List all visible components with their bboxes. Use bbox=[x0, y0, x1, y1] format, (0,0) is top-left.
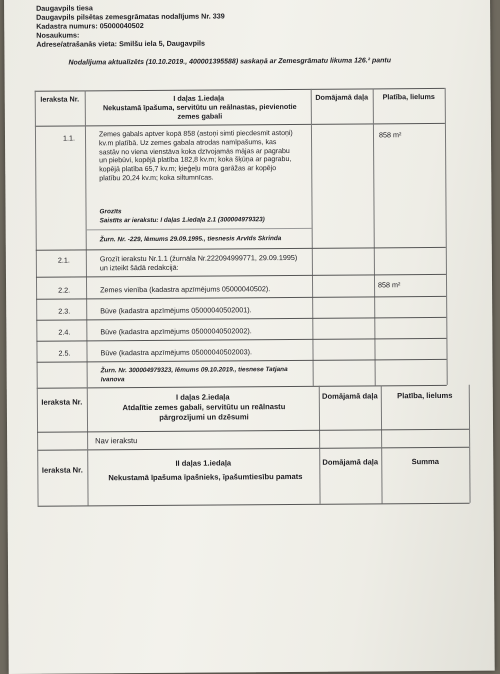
column-header-entry-nr: Ieraksta Nr. bbox=[41, 397, 83, 407]
entry-text: Grozīt ierakstu Nr.1.1 (žurnāla Nr.222094999771, 29.09.1995) un izteikt šādā redakcijā: bbox=[99, 252, 298, 273]
entry-nr: 2.1. bbox=[57, 255, 70, 265]
section-title: I daļas 1.iedaļa bbox=[173, 93, 225, 103]
section-subtitle: Nekustamā īpašuma, servitūtu un reālnastas, pievienotie zemes gabali bbox=[102, 101, 297, 121]
journal-entry: Žurn. Nr. -229, lēmums 29.09.1995., tiesnesis Arvīds Skrinda bbox=[99, 235, 282, 244]
column-header-share: Domājamā daļa bbox=[315, 92, 369, 102]
column-header-sum: Summa bbox=[411, 456, 440, 467]
column-header-share: Domājamā daļa bbox=[321, 391, 378, 401]
table-rule bbox=[37, 359, 447, 363]
table-rule bbox=[35, 88, 445, 92]
entry-text: Zemes gabals aptver kopā 858 (astoņi simti piecdesmit astoņi) kv.m platībā. Uz zemes gabala atrodas namīpašums, kas sastāv no viena vienstāva koka dzīvojamās mājas ar pagrabu un piebūvi, kopējā platība 182,8 kv.m; koka šķūņa ar pagrabu, kopējā platība 65,7 kv.m; ķieģeļu mūra garāžas ar kopējo platību 20,24 kv.m; koka siltumnīcas. bbox=[98, 129, 293, 183]
entry-nr: 2.3. bbox=[58, 306, 71, 316]
table-column-divider bbox=[319, 448, 320, 504]
column-header-entry-nr: Ieraksta Nr. bbox=[41, 465, 83, 475]
table-border-left bbox=[35, 91, 38, 388]
table-rule bbox=[36, 274, 446, 278]
entry-area: 858 m² bbox=[378, 280, 401, 290]
address-line: Adrese/atrašanās vieta: Smilšu iela 5, Daugavpils bbox=[36, 38, 205, 49]
table-column-divider bbox=[87, 449, 88, 505]
no-entries-text: Nav ierakstu bbox=[95, 436, 138, 446]
column-header-entry-nr: Ieraksta Nr. bbox=[40, 94, 80, 104]
entry-text: Būve (kadastra apzīmējums 05000040502002). bbox=[100, 326, 252, 337]
linked-entry: Saistīts ar ierakstu: I daļas 1.iedaļa 2.1 (300004979323) bbox=[99, 216, 265, 225]
division-line: Daugavpils pilsētas zemesgrāmatas nodalījums Nr. 339 bbox=[36, 11, 225, 22]
column-header-share: Domājamā daļa bbox=[322, 457, 379, 467]
entry-text: Zemes vienība (kadastra apzīmējums 05000040502). bbox=[100, 284, 271, 295]
modified-label: Grozīts bbox=[99, 208, 122, 216]
section-title: II daļas 1.iedaļa bbox=[175, 458, 232, 468]
entry-text: Būve (kadastra apzīmējums 05000040502001). bbox=[100, 305, 252, 316]
section-subtitle: Nekustamā īpašuma īpašnieks, īpašumtiesību pamats bbox=[108, 471, 303, 483]
table-rule bbox=[38, 503, 470, 507]
cadastre-number: Kadastra numurs: 05000040502 bbox=[36, 21, 144, 31]
table-rule bbox=[36, 296, 446, 300]
table-column-divider bbox=[381, 447, 382, 503]
table-rule bbox=[37, 385, 447, 389]
table-border-left bbox=[37, 450, 38, 506]
table-column-divider bbox=[373, 88, 376, 385]
table-column-divider bbox=[87, 387, 88, 449]
table-rule bbox=[35, 123, 445, 127]
table-column-divider bbox=[311, 89, 314, 386]
entry-nr: 2.2. bbox=[58, 285, 71, 295]
table-rule bbox=[86, 228, 312, 231]
section-subtitle: Atdalītie zemes gabali, servitūtu un reālnastu pārgrozījumi un dzēsumi bbox=[122, 402, 286, 422]
table-column-divider bbox=[85, 90, 88, 387]
table-rule bbox=[37, 447, 469, 451]
table-rule bbox=[36, 247, 446, 251]
entry-nr: 1.1. bbox=[62, 133, 76, 143]
entry-area: 858 m² bbox=[378, 130, 402, 140]
column-header-area: Platība, lielums bbox=[382, 91, 435, 102]
entry-nr: 2.5. bbox=[58, 348, 71, 358]
court-name: Daugavpils tiesa bbox=[36, 3, 93, 13]
journal-entry: Žurn. Nr. 300004979323, lēmums 09.10.2019., tiesnese Tatjana Ivanova bbox=[100, 366, 288, 384]
table-border-right bbox=[469, 447, 470, 503]
table-rule bbox=[37, 429, 469, 433]
table-rule bbox=[36, 317, 446, 321]
name-label: Nosaukums: bbox=[36, 30, 80, 40]
entry-text: Būve (kadastra apzīmējums 05000040502003). bbox=[100, 347, 252, 358]
table-border-right bbox=[445, 88, 448, 385]
column-header-area: Platība, lielums bbox=[397, 390, 453, 401]
update-note: Nodalījuma aktualizēts (10.10.2019., 400001395588) saskaņā ar Zemesgrāmatu likuma 126.² pantu bbox=[68, 57, 392, 67]
document-page bbox=[4, 0, 495, 674]
entry-nr: 2.4. bbox=[58, 327, 71, 337]
section-title: I daļas 2.iedaļa bbox=[175, 392, 230, 402]
table-border-right bbox=[469, 385, 470, 447]
table-rule bbox=[36, 338, 446, 342]
